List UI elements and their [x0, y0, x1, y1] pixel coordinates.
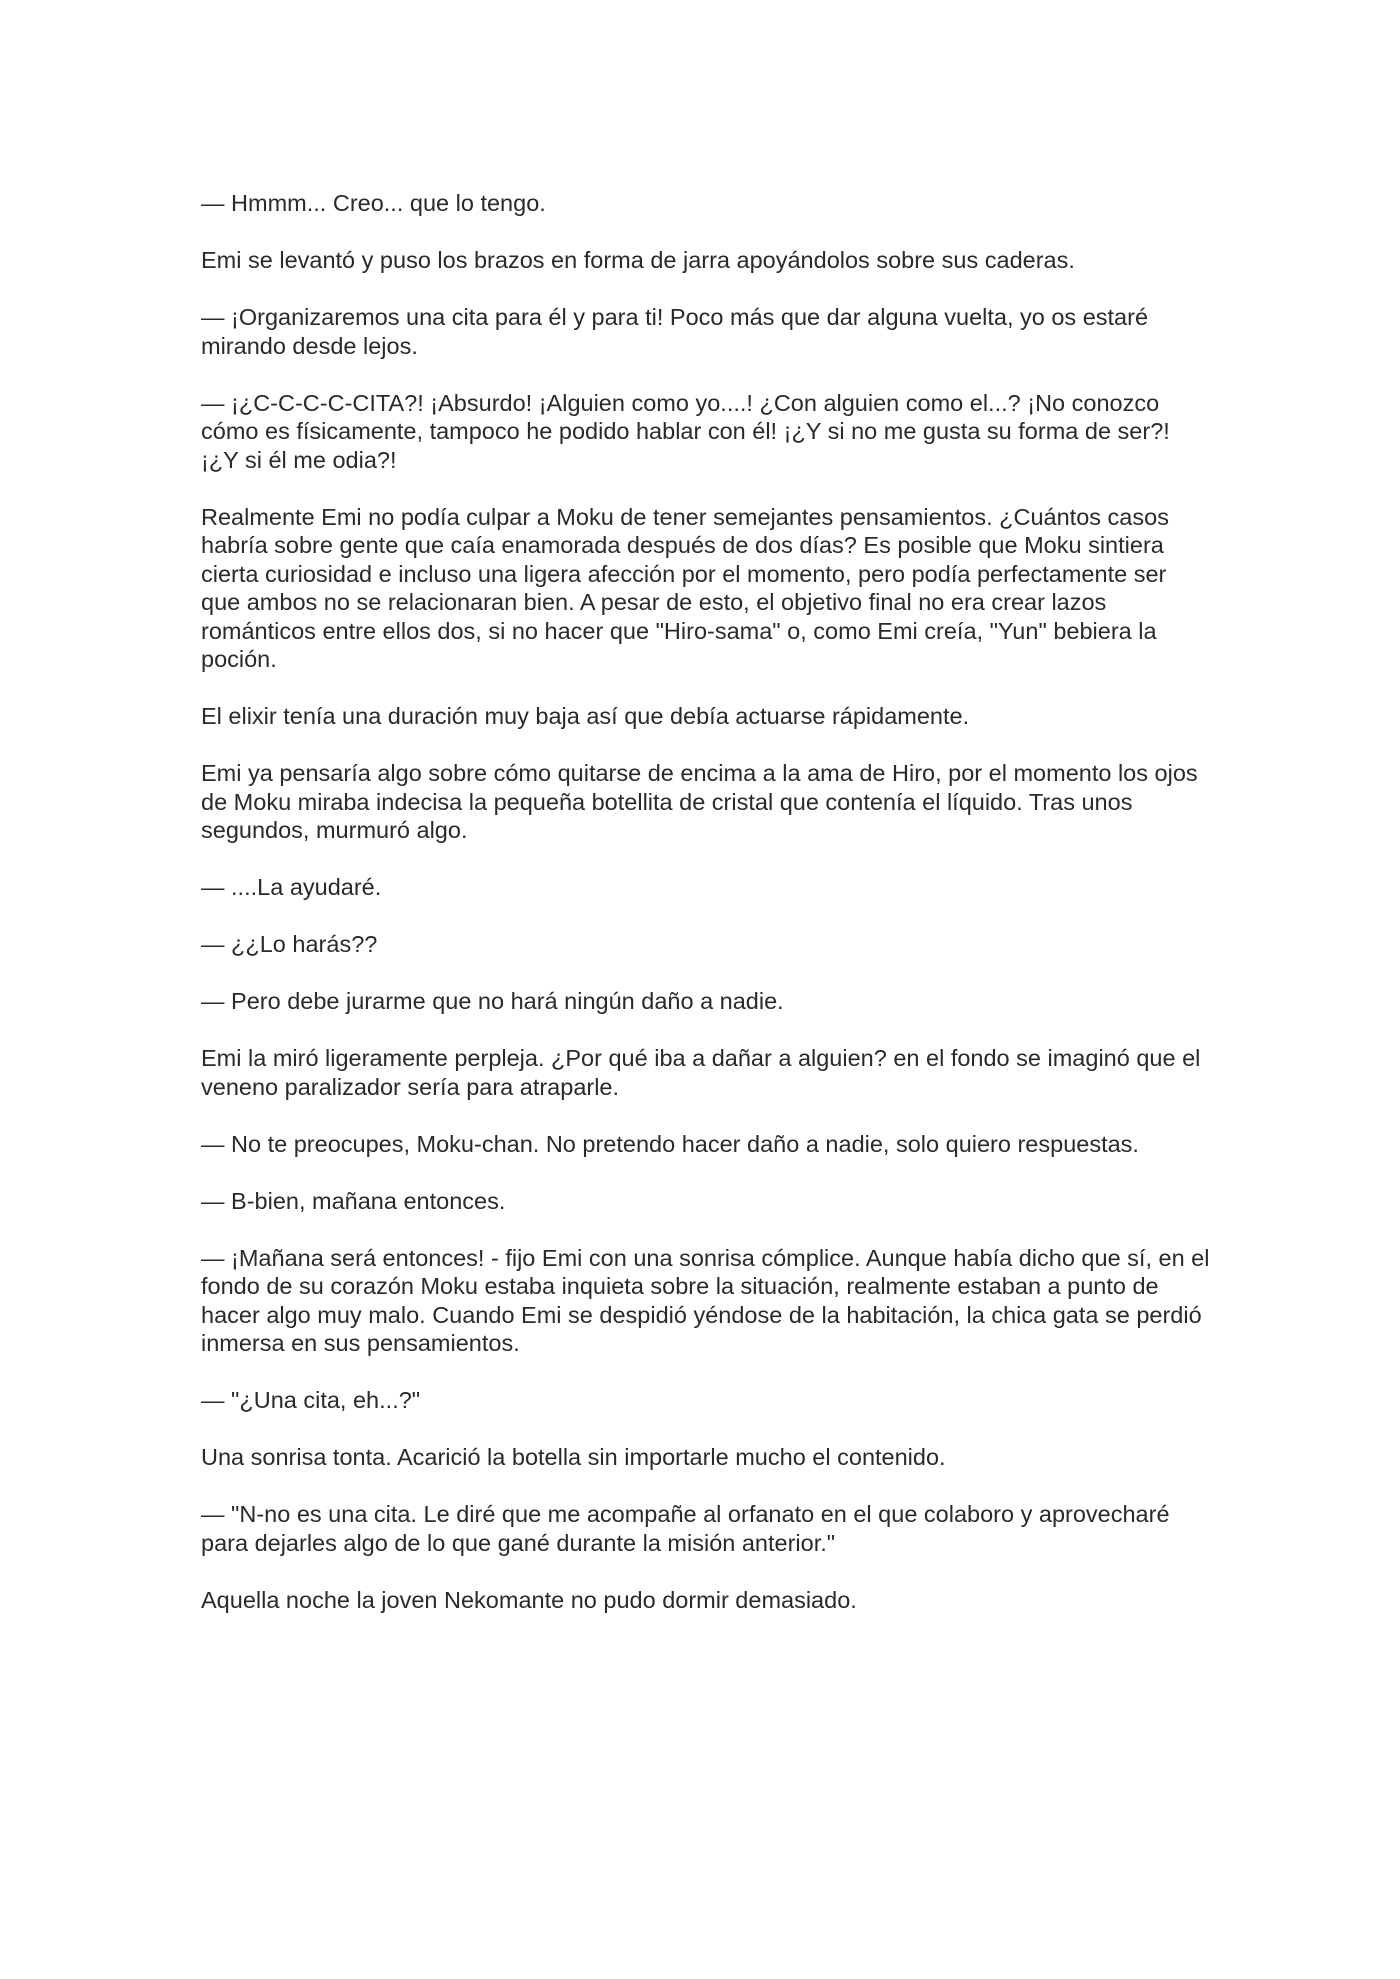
paragraph: — "¿Una cita, eh...?" [201, 1387, 421, 1413]
paragraph: — ¡Organizaremos una cita para él y para ti! Poco más que dar alguna vuelta, yo os estaré mirando desde lejos. [201, 304, 1149, 359]
paragraph: — ¿¿Lo harás?? [201, 931, 378, 957]
paragraph: — ....La ayudaré. [201, 874, 382, 900]
paragraph: Emi se levantó y puso los brazos en forma de jarra apoyándolos sobre sus caderas. [201, 247, 1075, 273]
paragraph: — "N-no es una cita. Le diré que me acompañe al orfanato en el que colaboro y aprovecharé para dejarles algo de lo que gané durante la misión anterior." [201, 1501, 1170, 1556]
paragraph: Una sonrisa tonta. Acarició la botella sin importarle mucho el contenido. [201, 1444, 946, 1470]
paragraph: Emi ya pensaría algo sobre cómo quitarse de encima a la ama de Hiro, por el momento los ojos de Moku miraba indecisa la pequeña botellita de cristal que contenía el líquido. Tras unos segundos, murmuró algo. [201, 760, 1198, 843]
paragraph: — ¡¿C-C-C-C-CITA?! ¡Absurdo! ¡Alguien como yo....! ¿Con alguien como el...? ¡No conozco cómo es físicamente, tampoco he podido hablar con él! ¡¿Y si no me gusta su forma de ser?! ¡¿Y si él me odia?! [201, 389, 1170, 473]
paragraph: Emi la miró ligeramente perpleja. ¿Por qué iba a dañar a alguien? en el fondo se imaginó que el veneno paralizador sería para atraparle. [201, 1045, 1201, 1100]
paragraph: — ¡Mañana será entonces! - fijo Emi con una sonrisa cómplice. Aunque había dicho que sí, en el fondo de su corazón Moku estaba inquieta sobre la situación, realmente estaban a punto de hacer algo muy malo. Cuando Emi se despidió yéndose de la habitación, la chica gata se perdió inmersa en sus pensamientos. [201, 1244, 1210, 1356]
paragraph: — Pero debe jurarme que no hará ningún daño a nadie. [201, 988, 784, 1014]
paragraph: Realmente Emi no podía culpar a Moku de tener semejantes pensamientos. ¿Cuántos casos habría sobre gente que caía enamorada después de dos días? Es posible que Moku sintiera cierta curiosidad e incluso una ligera afección por el momento, pero podía perfectamente ser que ambos no se relacionaran bien. A pesar de esto, el objetivo final no era crear lazos románticos entre ellos dos, si no hacer que "Hiro-sama" o, como Emi creía, "Yun" bebiera la poción. [201, 503, 1169, 672]
document-body [201, 189, 1211, 1643]
paragraph: — B-bien, mañana entonces. [201, 1187, 506, 1214]
paragraph: El elixir tenía una duración muy baja así que debía actuarse rápidamente. [201, 703, 970, 729]
paragraph: — Hmmm... Creo... que lo tengo. [201, 190, 546, 216]
paragraph: — No te preocupes, Moku-chan. No pretendo hacer daño a nadie, solo quiero respuestas. [201, 1130, 1139, 1157]
paragraph: Aquella noche la joven Nekomante no pudo dormir demasiado. [201, 1586, 857, 1613]
